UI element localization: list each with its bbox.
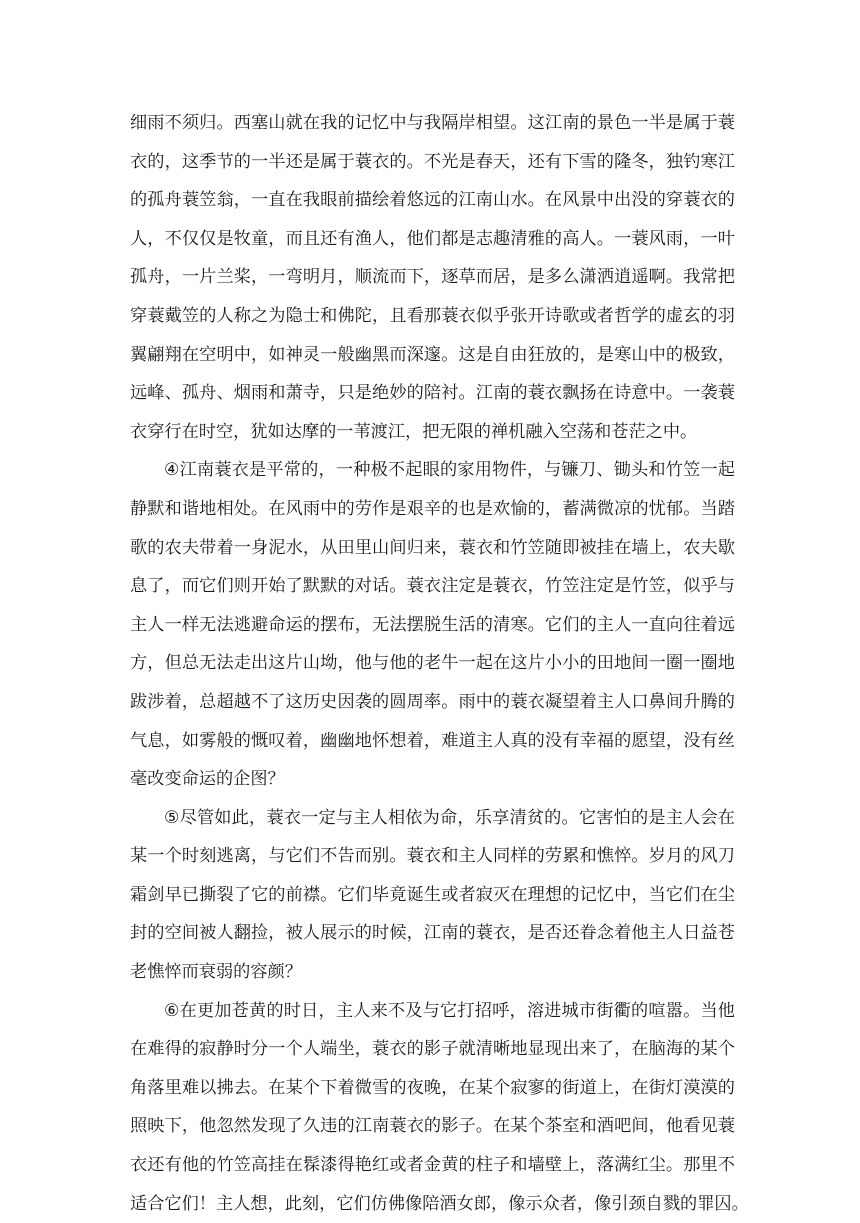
text-line: 毫改变命运的企图？ (130, 769, 285, 790)
text-line: 衣还有他的竹笠高挂在髹漆得艳红或者金黄的柱子和墙壁上，落满红尘。那里不 (130, 1155, 735, 1176)
text-line: 角落里难以拂去。在某个下着微雪的夜晚，在某个寂寥的街道上，在街灯漠漠的 (130, 1077, 735, 1098)
text-line: 远峰、孤舟、烟雨和萧寺，只是绝妙的陪衬。江南的蓑衣飘扬在诗意中。一袭蓑 (130, 383, 735, 404)
paragraph-5 (130, 799, 735, 992)
text-line: 细雨不须归。西塞山就在我的记忆中与我隔岸相望。这江南的景色一半是属于蓑 (130, 113, 735, 133)
paragraph-3-continued (130, 104, 735, 451)
paragraph-4 (130, 451, 735, 798)
text-line: 主人一样无法逃避命运的摆布，无法摆脱生活的清寒。它们的主人一直向往着远 (130, 614, 735, 635)
text-line: 封的空间被人翻捡，被人展示的时候，江南的蓑衣，是否还眷念着他主人日益苍 (130, 923, 735, 944)
text-line: 翼翩翔在空明中，如神灵一般幽黑而深邃。这是自由狂放的，是寒山中的极致， (130, 344, 735, 365)
text-line: 某一个时刻逃离，与它们不告而别。蓑衣和主人同样的劳累和憔悴。岁月的风刀 (130, 846, 735, 867)
text-line: 穿蓑戴笠的人称之为隐士和佛陀，且看那蓑衣似乎张开诗歌或者哲学的虚玄的羽 (130, 305, 735, 326)
text-line: 老憔悴而衰弱的容颜？ (130, 962, 302, 983)
text-line: ⑤尽管如此，蓑衣一定与主人相依为命，乐享清贫的。它害怕的是主人会在 (164, 807, 735, 828)
text-line: 气息，如雾般的慨叹着，幽幽地怀想着，难道主人真的没有幸福的愿望，没有丝 (130, 730, 735, 751)
text-line: 照映下，他忽然发现了久违的江南蓑衣的影子。在某个茶室和酒吧间，他看见蓑 (130, 1116, 735, 1137)
text-line: 歌的农夫带着一身泥水，从田里山间归来，蓑衣和竹笠随即被挂在墙上，农夫歇 (130, 537, 735, 558)
text-line: 跋涉着，总超越不了这历史因袭的圆周率。雨中的蓑衣凝望着主人口鼻间升腾的 (130, 691, 735, 712)
paragraph-6 (130, 992, 749, 1223)
text-line: 人，不仅仅是牧童，而且还有渔人，他们都是志趣清雅的高人。一蓑风雨，一叶 (130, 228, 735, 249)
text-line: 衣的，这季节的一半还是属于蓑衣的。不光是春天，还有下雪的隆冬，独钓寒江 (130, 151, 735, 172)
text-line: 孤舟，一片兰桨，一弯明月，顺流而下，逐草而居，是多么潇洒逍遥啊。我常把 (130, 267, 735, 288)
text-line: 的孤舟蓑笠翁，一直在我眼前描绘着悠远的江南山水。在风景中出没的穿蓑衣的 (130, 190, 735, 211)
text-line: ⑥在更加苍黄的时日，主人来不及与它打招呼，溶进城市街衢的喧嚣。当他 (164, 1000, 735, 1021)
text-line: 适合它们！主人想，此刻，它们仿佛像陪酒女郎，像示众者，像引颈自戮的罪囚。 (130, 1193, 749, 1214)
text-line: 在难得的寂静时分一个人端坐，蓑衣的影子就清晰地显现出来了，在脑海的某个 (130, 1039, 735, 1060)
text-line: 霜剑早已撕裂了它的前襟。它们毕竟诞生或者寂灭在理想的记忆中，当它们在尘 (130, 884, 735, 905)
text-line: 衣穿行在时空，犹如达摩的一苇渡江，把无限的禅机融入空荡和苍茫之中。 (130, 421, 698, 442)
text-line: 息了，而它们则开始了默默的对话。蓑衣注定是蓑衣，竹笠注定是竹笠，似乎与 (130, 576, 735, 597)
text-line: ④江南蓑衣是平常的，一种极不起眼的家用物件，与镰刀、锄头和竹笠一起 (164, 460, 735, 481)
text-line: 静默和谐地相处。在风雨中的劳作是艰辛的也是欢愉的，蓄满微凉的忧郁。当踏 (130, 498, 735, 519)
article-body (130, 104, 749, 1223)
text-line: 方，但总无法走出这片山坳，他与他的老牛一起在这片小小的田地间一圈一圈地 (130, 653, 735, 674)
